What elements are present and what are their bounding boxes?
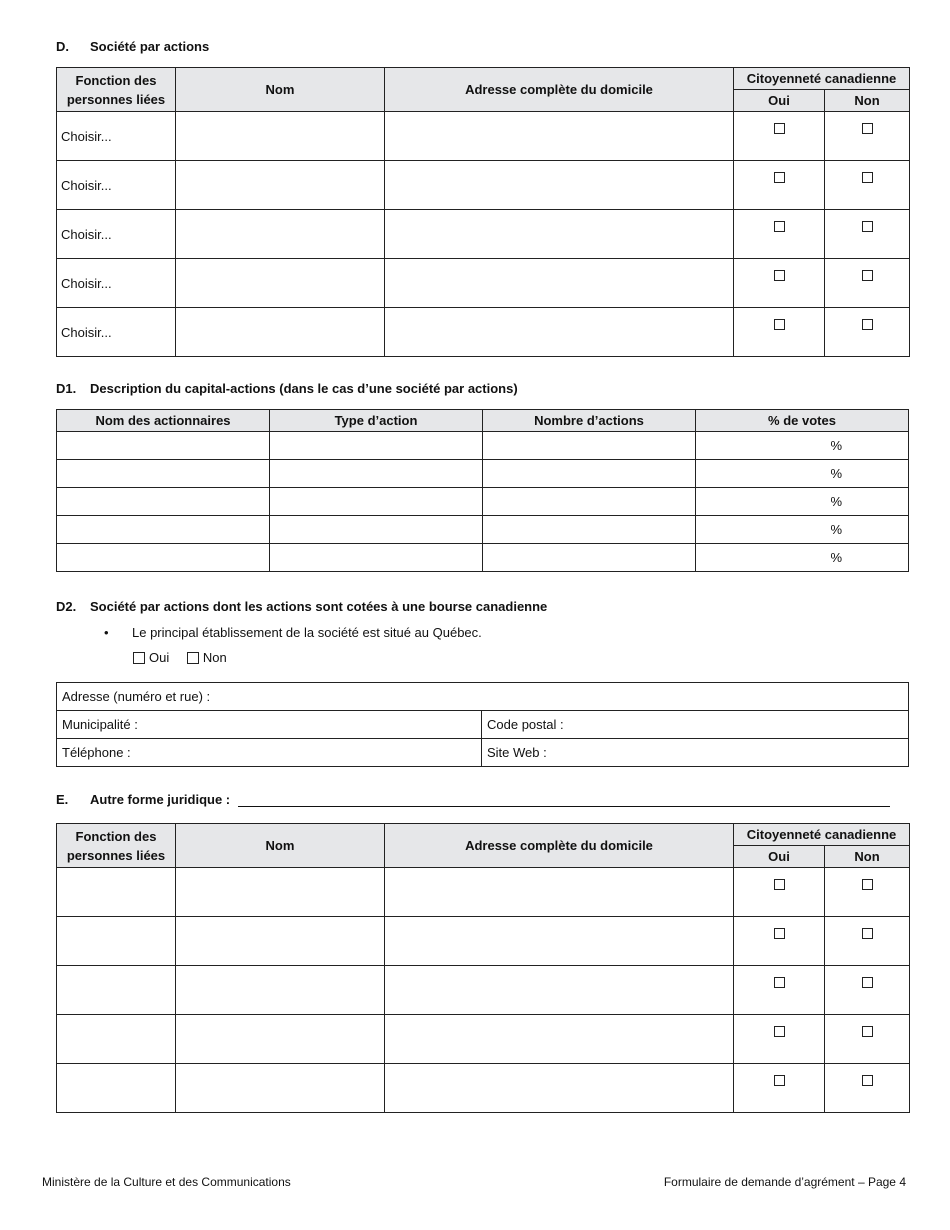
nombre-actions-field[interactable] bbox=[483, 460, 696, 488]
citoyennete-non-checkbox[interactable] bbox=[862, 879, 873, 890]
footer-right: Formulaire de demande d’agrément – Page 4 bbox=[663, 1175, 906, 1189]
citoyennete-oui-checkbox[interactable] bbox=[774, 221, 785, 232]
d2-address-table bbox=[56, 682, 909, 767]
adresse-field[interactable] bbox=[385, 868, 734, 917]
section-d1-table bbox=[56, 409, 909, 572]
nom-field[interactable] bbox=[176, 917, 385, 966]
table-row bbox=[57, 460, 909, 488]
fonction-select[interactable]: Choisir... bbox=[57, 259, 176, 308]
nom-actionnaire-field[interactable] bbox=[57, 432, 270, 460]
d2-statement-line bbox=[104, 625, 482, 640]
code-postal-field[interactable]: Code postal : bbox=[482, 711, 909, 739]
citoyennete-oui-checkbox[interactable] bbox=[774, 172, 785, 183]
table-row bbox=[57, 112, 910, 161]
type-action-field[interactable] bbox=[270, 460, 483, 488]
citoyennete-non-checkbox[interactable] bbox=[862, 977, 873, 988]
telephone-field[interactable]: Téléphone : bbox=[57, 739, 482, 767]
table-row bbox=[57, 966, 910, 1015]
section-e-title: E. Autre forme juridique : bbox=[56, 792, 890, 807]
adresse-field[interactable] bbox=[385, 1064, 734, 1113]
header-adresse: Adresse complète du domicile bbox=[385, 824, 734, 868]
d2-non-option[interactable]: Non bbox=[187, 650, 227, 665]
table-row bbox=[57, 1064, 910, 1113]
footer-left: Ministère de la Culture et des Communications bbox=[42, 1175, 291, 1189]
section-d1-title: D1. Description du capital-actions (dans le cas d’une société par actions) bbox=[56, 381, 518, 396]
header-pct-votes: % de votes bbox=[696, 410, 909, 432]
header-nombre-actions: Nombre d’actions bbox=[483, 410, 696, 432]
header-fonction: Fonction des personnes liées bbox=[57, 824, 176, 868]
nom-field[interactable] bbox=[176, 259, 385, 308]
nombre-actions-field[interactable] bbox=[483, 488, 696, 516]
nom-field[interactable] bbox=[176, 1064, 385, 1113]
citoyennete-non-checkbox[interactable] bbox=[862, 270, 873, 281]
table-row bbox=[57, 516, 909, 544]
citoyennete-non-checkbox[interactable] bbox=[862, 1075, 873, 1086]
citoyennete-non-checkbox[interactable] bbox=[862, 172, 873, 183]
nom-field[interactable] bbox=[176, 1015, 385, 1064]
table-row bbox=[57, 917, 910, 966]
citoyennete-oui-checkbox[interactable] bbox=[774, 123, 785, 134]
nom-field[interactable] bbox=[176, 112, 385, 161]
table-row bbox=[57, 488, 909, 516]
citoyennete-non-checkbox[interactable] bbox=[862, 123, 873, 134]
type-action-field[interactable] bbox=[270, 432, 483, 460]
header-nom-actionnaires: Nom des actionnaires bbox=[57, 410, 270, 432]
header-non: Non bbox=[825, 846, 910, 868]
citoyennete-oui-checkbox[interactable] bbox=[774, 977, 785, 988]
nom-field[interactable] bbox=[176, 868, 385, 917]
type-action-field[interactable] bbox=[270, 516, 483, 544]
pct-votes-field[interactable]: % bbox=[696, 432, 909, 460]
pct-votes-field[interactable]: % bbox=[696, 544, 909, 572]
site-web-field[interactable]: Site Web : bbox=[482, 739, 909, 767]
nom-actionnaire-field[interactable] bbox=[57, 516, 270, 544]
adresse-field[interactable] bbox=[385, 210, 734, 259]
adresse-rue-field[interactable]: Adresse (numéro et rue) : bbox=[57, 683, 909, 711]
header-citoyennete: Citoyenneté canadienne bbox=[734, 824, 910, 846]
fonction-select[interactable]: Choisir... bbox=[57, 210, 176, 259]
citoyennete-oui-checkbox[interactable] bbox=[774, 879, 785, 890]
section-e-table bbox=[56, 823, 910, 1113]
table-row bbox=[57, 308, 910, 357]
table-row bbox=[57, 432, 909, 460]
table-row bbox=[57, 210, 910, 259]
nom-actionnaire-field[interactable] bbox=[57, 544, 270, 572]
table-row bbox=[57, 161, 910, 210]
citoyennete-non-checkbox[interactable] bbox=[862, 1026, 873, 1037]
fonction-field[interactable] bbox=[57, 966, 176, 1015]
section-d-title: D. Société par actions bbox=[56, 39, 210, 54]
d2-oui-checkbox[interactable] bbox=[133, 652, 145, 664]
d2-non-checkbox[interactable] bbox=[187, 652, 199, 664]
adresse-field[interactable] bbox=[385, 966, 734, 1015]
adresse-field[interactable] bbox=[385, 161, 734, 210]
table-row bbox=[57, 868, 910, 917]
bullet-icon: • bbox=[104, 625, 109, 640]
fonction-field[interactable] bbox=[57, 917, 176, 966]
pct-votes-field[interactable]: % bbox=[696, 488, 909, 516]
type-action-field[interactable] bbox=[270, 488, 483, 516]
section-d2-title: D2. Société par actions dont les actions sont cotées à une bourse canadienne bbox=[56, 599, 548, 614]
nom-actionnaire-field[interactable] bbox=[57, 460, 270, 488]
fonction-select[interactable]: Choisir... bbox=[57, 308, 176, 357]
nom-field[interactable] bbox=[176, 966, 385, 1015]
adresse-field[interactable] bbox=[385, 308, 734, 357]
header-nom: Nom bbox=[176, 68, 385, 112]
citoyennete-non-checkbox[interactable] bbox=[862, 928, 873, 939]
header-citoyennete: Citoyenneté canadienne bbox=[734, 68, 910, 90]
fonction-field[interactable] bbox=[57, 868, 176, 917]
nombre-actions-field[interactable] bbox=[483, 432, 696, 460]
d2-options bbox=[133, 650, 241, 667]
autre-forme-juridique-field[interactable] bbox=[238, 792, 890, 807]
adresse-field[interactable] bbox=[385, 917, 734, 966]
header-oui: Oui bbox=[734, 90, 825, 112]
type-action-field[interactable] bbox=[270, 544, 483, 572]
citoyennete-oui-checkbox[interactable] bbox=[774, 1075, 785, 1086]
pct-votes-field[interactable]: % bbox=[696, 460, 909, 488]
adresse-field[interactable] bbox=[385, 1015, 734, 1064]
nom-field[interactable] bbox=[176, 210, 385, 259]
pct-votes-field[interactable]: % bbox=[696, 516, 909, 544]
header-non: Non bbox=[825, 90, 910, 112]
table-row bbox=[57, 544, 909, 572]
citoyennete-non-checkbox[interactable] bbox=[862, 221, 873, 232]
table-row bbox=[57, 1015, 910, 1064]
nombre-actions-field[interactable] bbox=[483, 516, 696, 544]
fonction-select[interactable]: Choisir... bbox=[57, 161, 176, 210]
nom-field[interactable] bbox=[176, 161, 385, 210]
citoyennete-oui-checkbox[interactable] bbox=[774, 319, 785, 330]
header-fonction: Fonction des personnes liées bbox=[57, 68, 176, 112]
citoyennete-oui-checkbox[interactable] bbox=[774, 928, 785, 939]
citoyennete-oui-checkbox[interactable] bbox=[774, 1026, 785, 1037]
nom-field[interactable] bbox=[176, 308, 385, 357]
nombre-actions-field[interactable] bbox=[483, 544, 696, 572]
fonction-field[interactable] bbox=[57, 1064, 176, 1113]
section-d-table bbox=[56, 67, 910, 357]
header-oui: Oui bbox=[734, 846, 825, 868]
adresse-field[interactable] bbox=[385, 259, 734, 308]
header-adresse: Adresse complète du domicile bbox=[385, 68, 734, 112]
citoyennete-oui-checkbox[interactable] bbox=[774, 270, 785, 281]
fonction-select[interactable]: Choisir... bbox=[57, 112, 176, 161]
adresse-field[interactable] bbox=[385, 112, 734, 161]
citoyennete-non-checkbox[interactable] bbox=[862, 319, 873, 330]
header-type-action: Type d’action bbox=[270, 410, 483, 432]
fonction-field[interactable] bbox=[57, 1015, 176, 1064]
header-nom: Nom bbox=[176, 824, 385, 868]
d2-statement: Le principal établissement de la société est situé au Québec. bbox=[132, 625, 482, 640]
table-row bbox=[57, 259, 910, 308]
d2-oui-option[interactable]: Oui bbox=[133, 650, 169, 665]
nom-actionnaire-field[interactable] bbox=[57, 488, 270, 516]
municipalite-field[interactable]: Municipalité : bbox=[57, 711, 482, 739]
